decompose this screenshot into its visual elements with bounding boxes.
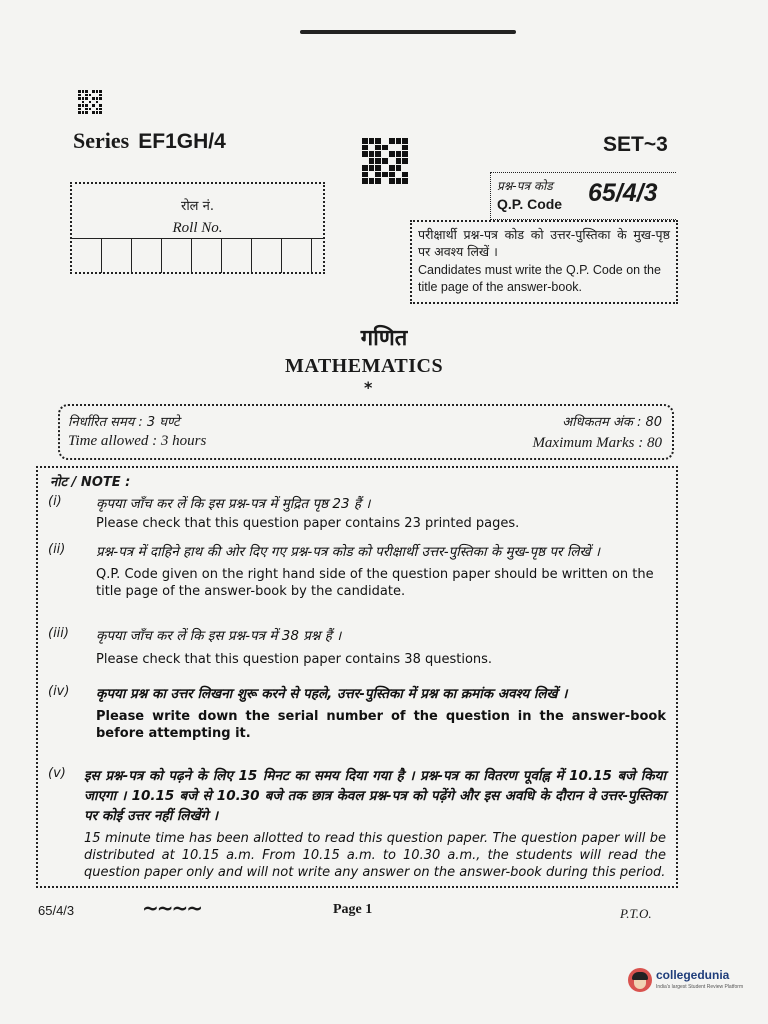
note-item-2 — [48, 542, 666, 600]
note-hindi: कृपया प्रश्न का उत्तर लिखना शुरू करने से पहले, उत्तर-पुस्तिका में प्रश्न का क्रमांक अवश्य लिखें । — [96, 686, 568, 702]
collegedunia-brand: collegedunia — [656, 968, 730, 982]
qp-code-label-english: Q.P. Code — [497, 196, 563, 212]
set-label: SET~3 — [603, 133, 668, 156]
qp-code-value: 65/4/3 — [588, 179, 658, 207]
note-number: (i) — [48, 494, 62, 509]
series-label: Series — [73, 128, 130, 153]
roll-number-cells — [72, 238, 323, 272]
series-code: EF1GH/4 — [138, 130, 226, 153]
time-marks-box — [58, 404, 674, 460]
note-number: (iii) — [48, 626, 69, 641]
collegedunia-tagline: India's largest Student Review Platform — [656, 984, 744, 990]
note-hindi: कृपया जाँच कर लें कि इस प्रश्न-पत्र में मुद्रित पृष्ठ 23 हैं । — [96, 496, 371, 512]
qp-instruction-english: Candidates must write the Q.P. Code on the title page of the answer-book. — [418, 263, 661, 294]
max-marks-english: Maximum Marks : 80 — [532, 435, 662, 451]
note-item-3 — [48, 626, 666, 667]
qp-instruction-hindi: परीक्षार्थी प्रश्न-पत्र कोड को उत्तर-पुस्तिका के मुख-पृष्ठ पर अवश्य लिखें । — [418, 227, 670, 259]
note-item-4 — [48, 684, 666, 742]
note-english: Please write down the serial number of the question in the answer-book before attempting it. — [96, 709, 666, 741]
qp-code-box — [490, 172, 676, 220]
note-number: (iv) — [48, 684, 70, 699]
subject-star: * — [364, 378, 373, 397]
note-number: (v) — [48, 766, 66, 781]
subject-hindi: गणित — [360, 326, 408, 351]
note-hindi: इस प्रश्न-पत्र को पढ़ने के लिए 15 मिनट का समय दिया गया है । प्रश्न-पत्र का वितरण पूर्वाह्न में 10.15 बजे किया जाएगा । 10.15 बजे से 10.30 बजे तक छात्र केवल प्रश्न-पत्र को पढ़ेंगे और इस अवधि के दौरान वे उत्तर-पुस्तिका पर कोई उत्तर नहीं लिखेंगे । — [84, 768, 666, 824]
note-number: (ii) — [48, 542, 66, 557]
note-item-1 — [48, 494, 666, 531]
note-item-5 — [48, 766, 666, 881]
note-english: Please check that this question paper contains 38 questions. — [96, 652, 493, 667]
note-title: नोट / NOTE : — [50, 475, 131, 490]
qr-code — [362, 138, 408, 184]
qp-code-label-hindi: प्रश्न-पत्र कोड — [497, 179, 553, 193]
max-marks-hindi: अधिकतम अंक : 80 — [562, 415, 662, 430]
roll-number-box — [70, 182, 325, 274]
series — [73, 128, 226, 154]
note-english: Please check that this question paper contains 23 printed pages. — [96, 516, 520, 531]
time-allowed-hindi: निर्धारित समय : 3 घण्टे — [68, 415, 180, 430]
note-box — [36, 466, 678, 888]
footer-page-number: Page 1 — [333, 902, 373, 917]
note-english: Q.P. Code given on the right hand side of the question paper should be written on the title page of the answer-book by the candidate. — [96, 567, 654, 599]
footer-pto: P.T.O. — [620, 906, 652, 921]
footer-code: 65/4/3 — [38, 903, 75, 918]
roll-label-english: Roll No. — [172, 220, 223, 236]
collegedunia-watermark — [628, 966, 748, 1000]
collegedunia-logo-icon — [628, 968, 652, 992]
scan-bar — [300, 30, 516, 34]
note-hindi: प्रश्न-पत्र में दाहिने हाथ की ओर दिए गए प्रश्न-पत्र कोड को परीक्षार्थी उत्तर-पुस्तिका के मुख-पृष्ठ पर लिखें । — [96, 544, 600, 560]
roll-label-hindi: रोल नं. — [181, 199, 214, 214]
time-allowed-english: Time allowed : 3 hours — [68, 433, 207, 449]
note-hindi: कृपया जाँच कर लें कि इस प्रश्न-पत्र में 38 प्रश्न हैं । — [96, 628, 342, 644]
footer-wave: ~~~~ — [142, 896, 202, 920]
qr-code-small — [78, 90, 102, 114]
qp-instruction-box — [410, 220, 678, 304]
subject-english: MATHEMATICS — [285, 355, 444, 377]
note-english: 15 minute time has been allotted to read this question paper. The question paper will be distributed at 10.15 a.m. From 10.15 a.m. to 10.30 a.m., the students will read the question paper only and will not write any answer on the answer-book during this period. — [84, 831, 666, 880]
